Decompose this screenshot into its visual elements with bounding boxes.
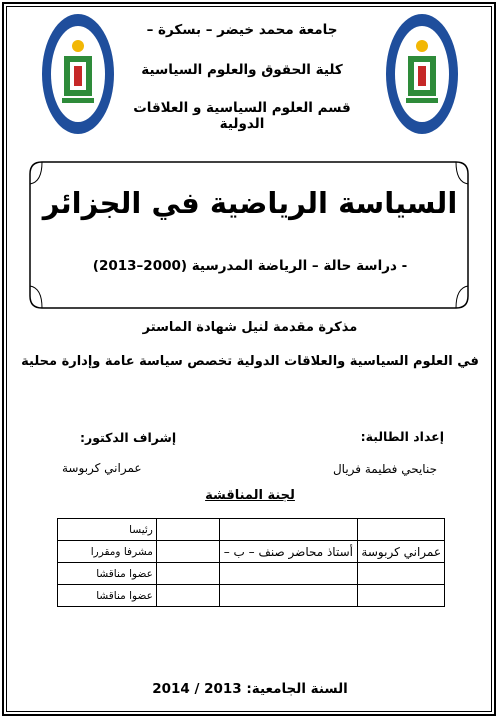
committee-member-name bbox=[358, 563, 445, 585]
committee-member-rank bbox=[219, 519, 358, 541]
student-name: جنايحي فطيمة فريال bbox=[332, 462, 437, 476]
committee-title: لجنة المناقشة bbox=[205, 488, 295, 503]
thesis-subtitle: - دراسة حالة – الرياضة المدرسية (2000–2013) bbox=[92, 258, 408, 274]
supervision-label: إشراف الدكتور: bbox=[80, 430, 177, 445]
committee-member-university bbox=[156, 519, 219, 541]
committee-member-role: عضوا مناقشا bbox=[58, 585, 157, 607]
committee-member-name bbox=[358, 519, 445, 541]
committee-member-rank bbox=[219, 563, 358, 585]
university-name: جامعة محمد خيضر – بسكرة – bbox=[146, 22, 338, 38]
table-row bbox=[58, 541, 445, 563]
committee-member-name: عمراني كربوسة bbox=[358, 541, 445, 563]
title-frame bbox=[28, 160, 470, 310]
table-row bbox=[58, 519, 445, 541]
department-name: قسم العلوم السياسية و العلاقات الدولية bbox=[133, 100, 351, 132]
committee-member-rank bbox=[219, 585, 358, 607]
committee-member-rank: أستاذ محاضر صنف – ب – bbox=[219, 541, 358, 563]
committee-member-role: عضوا مناقشا bbox=[58, 563, 157, 585]
prepared-by-label: إعداد الطالبة: bbox=[360, 429, 444, 444]
committee-member-university bbox=[156, 563, 219, 585]
committee-table bbox=[57, 518, 445, 607]
committee-member-university bbox=[156, 585, 219, 607]
thesis-title: السياسة الرياضية في الجزائر bbox=[42, 186, 458, 220]
academic-year: السنة الجامعية: 2013 / 2014 bbox=[152, 681, 348, 697]
committee-member-university bbox=[156, 541, 219, 563]
table-row bbox=[58, 563, 445, 585]
specialty-statement: في العلوم السياسية والعلاقات الدولية تخصص سياسة عامة وإدارة محلية bbox=[21, 354, 479, 369]
faculty-name: كلية الحقوق والعلوم السياسية bbox=[141, 62, 343, 78]
supervisor-name: عمراني كربوسة bbox=[62, 461, 142, 475]
committee-member-role: مشرفا ومقررا bbox=[58, 541, 157, 563]
table-row bbox=[58, 585, 445, 607]
degree-statement: مذكرة مقدمة لنيل شهادة الماستر bbox=[142, 320, 358, 335]
university-logo-right bbox=[384, 12, 460, 136]
committee-member-name bbox=[358, 585, 445, 607]
committee-member-role: رئيسا bbox=[58, 519, 157, 541]
university-logo-left bbox=[40, 12, 116, 136]
